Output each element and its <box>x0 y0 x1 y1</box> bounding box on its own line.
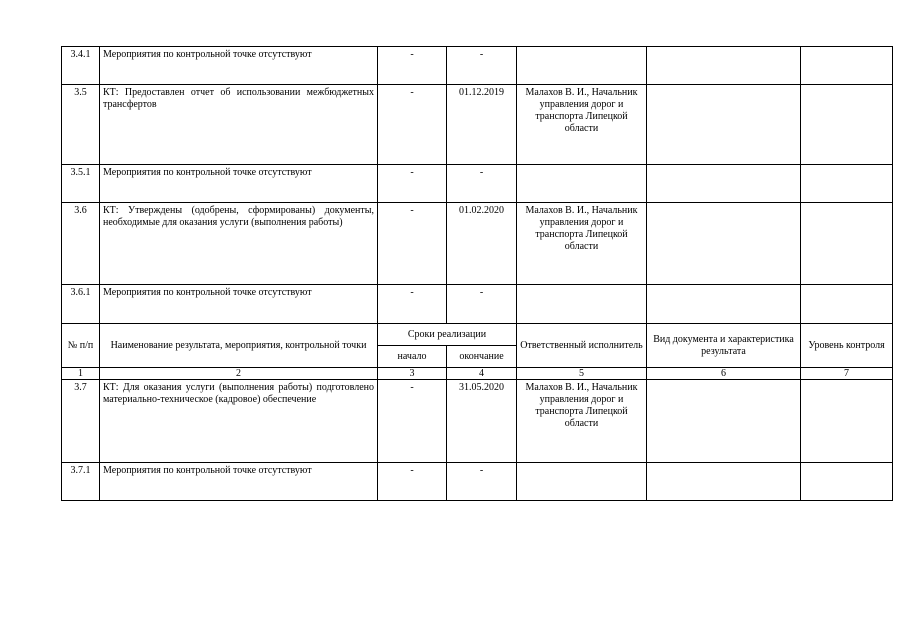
table-header-row <box>62 324 893 346</box>
row-end: 31.05.2020 <box>447 380 517 463</box>
row-start: - <box>378 463 447 501</box>
row-level <box>801 463 893 501</box>
row-start: - <box>378 47 447 85</box>
header-end: окончание <box>447 346 517 368</box>
row-level <box>801 203 893 285</box>
index-cell: 5 <box>517 368 647 380</box>
row-number: 3.6 <box>62 203 100 285</box>
row-level <box>801 85 893 165</box>
row-level <box>801 165 893 203</box>
header-start: начало <box>378 346 447 368</box>
row-number: 3.5 <box>62 85 100 165</box>
index-cell: 1 <box>62 368 100 380</box>
table-row <box>62 463 893 501</box>
index-cell: 3 <box>378 368 447 380</box>
row-end: - <box>447 165 517 203</box>
row-name: Мероприятия по контрольной точке отсутствуют <box>100 285 378 324</box>
row-name: КТ: Утверждены (одобрены, сформированы) документы, необходимые для оказания услуги (выполнения работы) <box>100 203 378 285</box>
row-number: 3.5.1 <box>62 165 100 203</box>
row-end: 01.02.2020 <box>447 203 517 285</box>
row-level <box>801 47 893 85</box>
header-level: Уровень контроля <box>801 324 893 368</box>
row-document <box>647 165 801 203</box>
row-end: - <box>447 463 517 501</box>
table-row <box>62 203 893 285</box>
row-level <box>801 380 893 463</box>
row-end: - <box>447 47 517 85</box>
header-document: Вид документа и характеристика результата <box>647 324 801 368</box>
row-name: Мероприятия по контрольной точке отсутствуют <box>100 463 378 501</box>
row-level <box>801 285 893 324</box>
row-start: - <box>378 85 447 165</box>
row-end: - <box>447 285 517 324</box>
row-document <box>647 203 801 285</box>
row-responsible: Малахов В. И., Начальник управления дорог и транспорта Липецкой области <box>517 85 647 165</box>
table-row <box>62 85 893 165</box>
header-num: № п/п <box>62 324 100 368</box>
row-responsible: Малахов В. И., Начальник управления дорог и транспорта Липецкой области <box>517 203 647 285</box>
row-document <box>647 285 801 324</box>
header-terms: Сроки реализации <box>378 324 517 346</box>
row-start: - <box>378 165 447 203</box>
row-name: КТ: Предоставлен отчет об использовании межбюджетных трансфертов <box>100 85 378 165</box>
table-row <box>62 165 893 203</box>
header-responsible: Ответственный исполнитель <box>517 324 647 368</box>
index-cell: 7 <box>801 368 893 380</box>
row-name: КТ: Для оказания услуги (выполнения работы) подготовлено материально-техническое (кадровое) обеспечение <box>100 380 378 463</box>
row-number: 3.6.1 <box>62 285 100 324</box>
row-start: - <box>378 203 447 285</box>
row-responsible <box>517 165 647 203</box>
row-document <box>647 85 801 165</box>
index-cell: 2 <box>100 368 378 380</box>
row-document <box>647 380 801 463</box>
row-number: 3.4.1 <box>62 47 100 85</box>
row-name: Мероприятия по контрольной точке отсутствуют <box>100 47 378 85</box>
row-responsible: Малахов В. И., Начальник управления дорог и транспорта Липецкой области <box>517 380 647 463</box>
table-row <box>62 380 893 463</box>
table-index-row <box>62 368 893 380</box>
row-end: 01.12.2019 <box>447 85 517 165</box>
row-start: - <box>378 285 447 324</box>
plan-table <box>61 46 893 501</box>
table-row <box>62 47 893 85</box>
row-responsible <box>517 285 647 324</box>
table-row <box>62 285 893 324</box>
row-document <box>647 47 801 85</box>
header-name: Наименование результата, мероприятия, контрольной точки <box>100 324 378 368</box>
row-start: - <box>378 380 447 463</box>
index-cell: 6 <box>647 368 801 380</box>
row-document <box>647 463 801 501</box>
row-responsible <box>517 463 647 501</box>
row-responsible <box>517 47 647 85</box>
row-number: 3.7.1 <box>62 463 100 501</box>
row-number: 3.7 <box>62 380 100 463</box>
row-name: Мероприятия по контрольной точке отсутствуют <box>100 165 378 203</box>
index-cell: 4 <box>447 368 517 380</box>
